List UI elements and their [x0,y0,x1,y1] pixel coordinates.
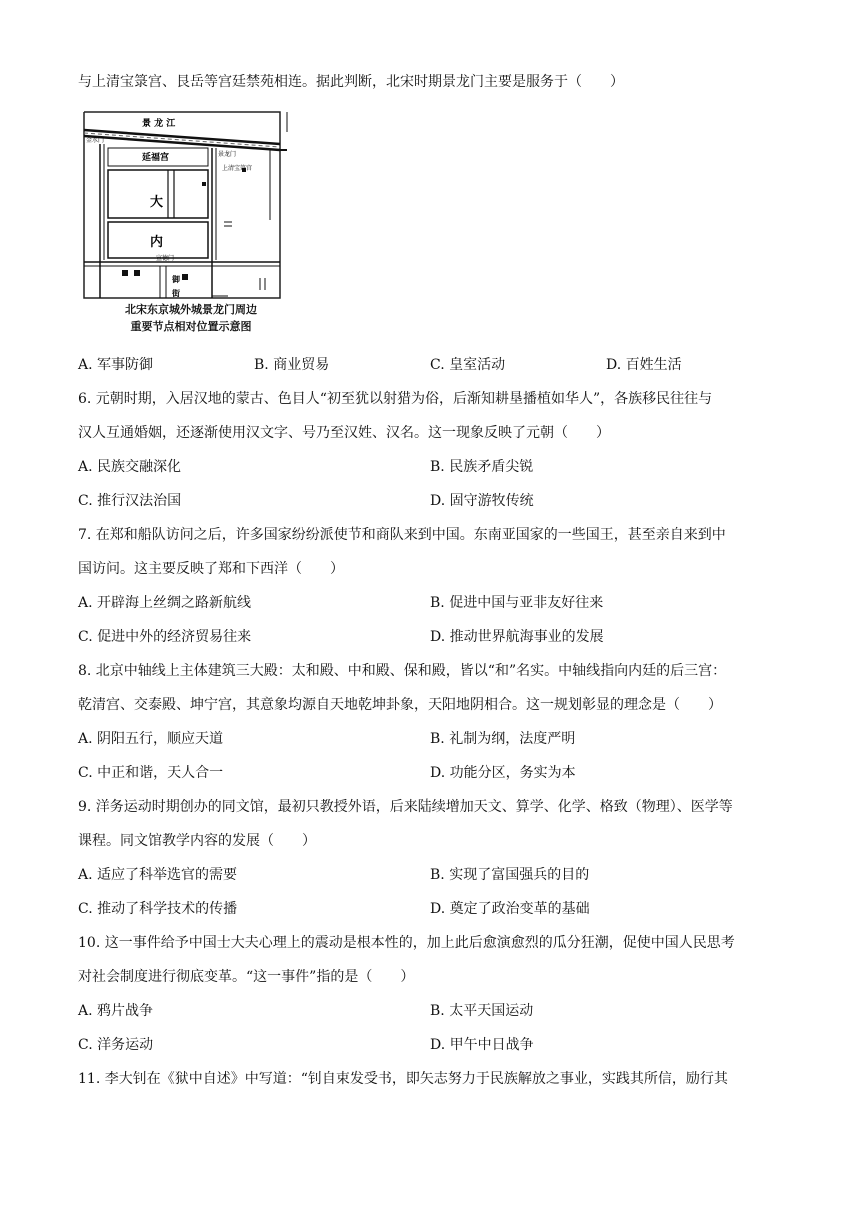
q6-option-b[interactable]: B. 民族矛盾尖锐 [430,459,534,475]
q9-option-c[interactable]: C. 推动了科学技术的传播 [78,901,238,917]
map-caption-line1: 北宋东京城外城景龙门周边 [125,303,257,316]
q9-stem-line2: 课程。同文馆教学内容的发展（ ） [78,833,316,849]
q8-option-a[interactable]: A. 阴阳五行，顺应天道 [78,731,224,747]
q9-option-d[interactable]: D. 奠定了政治变革的基础 [430,901,590,917]
q9-option-b[interactable]: B. 实现了富国强兵的目的 [430,867,590,883]
map-label-yanfu: 延福宫 [142,153,170,163]
q10-option-d[interactable]: D. 甲午中日战争 [430,1037,534,1053]
q7-option-c[interactable]: C. 促进中外的经济贸易往来 [78,629,252,645]
q10-option-c[interactable]: C. 洋务运动 [78,1037,154,1053]
q5-option-a[interactable]: A. 军事防御 [78,357,154,373]
map-label-yu: 御 [172,275,180,284]
q5-option-d[interactable]: D. 百姓生活 [606,357,682,373]
map-label-da: 大 [150,195,164,210]
q8-option-d[interactable]: D. 功能分区，务实为本 [430,765,576,781]
q5-option-c[interactable]: C. 皇室活动 [430,357,506,373]
map-label-river: 景 龙 江 [142,119,176,129]
map-caption-line2: 重要节点相对位置示意图 [130,320,252,333]
song-capital-map [82,110,300,300]
q6-stem-line1: 6. 元朝时期，入居汉地的蒙古、色目人“初至犹以射猎为俗，后渐知耕垦播植如华人”，各族移民往往与 [78,391,713,407]
q8-option-c[interactable]: C. 中正和谐，天人合一 [78,765,224,781]
map-label-xuande: 宣德门 [156,255,175,262]
q7-option-a[interactable]: A. 开辟海上丝绸之路新航线 [78,595,252,611]
q9-option-a[interactable]: A. 适应了科举选官的需要 [78,867,238,883]
q10-option-a[interactable]: A. 鸦片战争 [78,1003,154,1019]
q10-stem-line2: 对社会制度进行彻底变革。“这一事件”指的是（ ） [78,969,415,985]
map-label-jinglong: 景龙门 [218,151,237,158]
q8-option-b[interactable]: B. 礼制为纲，法度严明 [430,731,576,747]
q8-stem-line2: 乾清宫、交泰殿、坤宁宫，其意象均源自天地乾坤卦象，天阳地阴相合。这一规划彰显的理念是（ ） [78,697,722,713]
q10-option-b[interactable]: B. 太平天国运动 [430,1003,534,1019]
q7-option-b[interactable]: B. 促进中国与亚非友好往来 [430,595,604,611]
map-label-gate-left: 金水门 [86,137,105,144]
q5-option-b[interactable]: B. 商业贸易 [254,357,330,373]
q8-stem-line1: 8. 北京中轴线上主体建筑三大殿：太和殿、中和殿、保和殿，皆以“和”名实。中轴线指向内廷的后三宫： [78,663,727,679]
q6-option-c[interactable]: C. 推行汉法治国 [78,493,182,509]
q11-stem-line1: 11. 李大钊在《狱中自述》中写道：“钊自束发受书，即矢志努力于民族解放之事业，实践其所信，励行其 [78,1071,728,1087]
q6-option-d[interactable]: D. 固守游牧传统 [430,493,534,509]
q9-stem-line1: 9. 洋务运动时期创办的同文馆，最初只教授外语，后来陆续增加天文、算学、化学、格致（物理）、医学等 [78,799,733,815]
map-label-shangqing: 上清宝箓宫 [222,165,253,172]
q6-option-a[interactable]: A. 民族交融深化 [78,459,182,475]
q7-stem-line2: 国访问。这主要反映了郑和下西洋（ ） [78,561,344,577]
q6-stem-line2: 汉人互通婚姻，还逐渐使用汉文字、号乃至汉姓、汉名。这一现象反映了元朝（ ） [78,425,610,441]
q7-stem-line1: 7. 在郑和船队访问之后，许多国家纷纷派使节和商队来到中国。东南亚国家的一些国王，甚至亲自来到中 [78,527,726,543]
map-label-jie: 街 [172,289,180,298]
map-label-nei: 内 [150,235,164,250]
q5-stem-line: 与上清宝箓宫、艮岳等宫廷禁苑相连。据此判断，北宋时期景龙门主要是服务于（ ） [78,74,624,90]
map-figure [82,110,300,300]
q7-option-d[interactable]: D. 推动世界航海事业的发展 [430,629,604,645]
q10-stem-line1: 10. 这一事件给予中国士大夫心理上的震动是根本性的，加上此后愈演愈烈的瓜分狂潮，促使中国人民思考 [78,935,735,951]
